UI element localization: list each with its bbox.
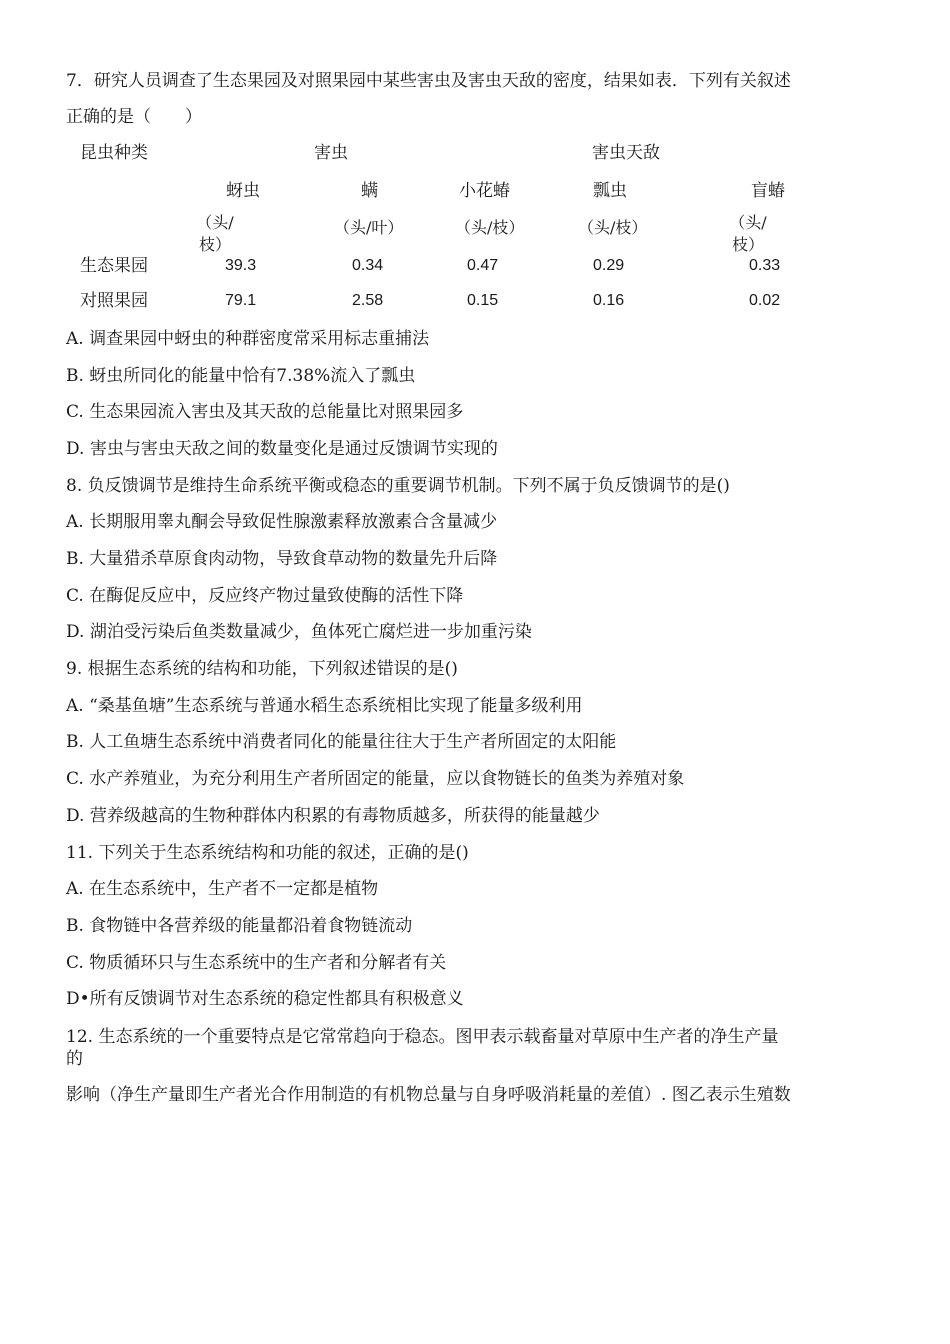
- table-species-mite: 螨: [361, 181, 378, 201]
- q9-option-b: B. 人工鱼塘生态系统中消费者同化的能量往往大于生产者所固定的太阳能: [66, 732, 617, 752]
- q11-option-a: A. 在生态系统中，生产者不一定都是植物: [66, 879, 379, 899]
- q12-stem-line2: 影响（净生产量即生产者光合作用制造的有机物总量与自身呼吸消耗量的差值）. 图乙表示生殖数: [66, 1085, 791, 1105]
- table-species-minute-pirate-bug: 小花蝽: [459, 181, 510, 201]
- q11-option-c: C. 物质循环只与生态系统中的生产者和分解者有关: [66, 953, 447, 973]
- table-cell: 0.33: [749, 257, 781, 274]
- q8-option-b: B. 大量猎杀草原食肉动物，导致食草动物的数量先升后降: [66, 549, 498, 569]
- q8-stem: 8. 负反馈调节是维持生命系统平衡或稳态的重要调节机制。下列不属于负反馈调节的是(): [66, 476, 730, 496]
- table-unit-minute-pirate-bug: （头/枝）: [455, 218, 525, 237]
- q7-option-d: D. 害虫与害虫天敌之间的数量变化是通过反馈调节实现的: [66, 439, 498, 459]
- q7-stem-line1: 7．研究人员调查了生态果园及对照果园中某些害虫及害虫天敌的密度，结果如表．下列有关叙述: [66, 71, 791, 91]
- table-cell: 0.15: [467, 292, 499, 309]
- q12-stem-line1: 12. 生态系统的一个重要特点是它常常趋向于稳态。图甲表示载畜量对草原中生产者的净生产量: [66, 1027, 779, 1047]
- q9-option-c: C. 水产养殖业，为充分利用生产者所固定的能量，应以食物链长的鱼类为养殖对象: [66, 769, 685, 789]
- table-unit-ladybug: （头/枝）: [578, 218, 648, 237]
- table-unit-mite: （头/叶）: [334, 218, 404, 237]
- table-cell: 0.47: [467, 257, 499, 274]
- q7-option-c: C. 生态果园流入害虫及其天敌的总能量比对照果园多: [66, 402, 464, 422]
- q9-option-d: D. 营养级越高的生物种群体内积累的有毒物质越多，所获得的能量越少: [66, 806, 600, 826]
- table-cell: 0.29: [593, 257, 625, 274]
- q8-option-c: C. 在酶促反应中，反应终产物过量致使酶的活性下降: [66, 586, 464, 606]
- table-row-label: 对照果园: [80, 291, 148, 311]
- table-cell: 0.34: [352, 257, 384, 274]
- table-unit-mirid-bug: （头/枝）: [729, 213, 767, 254]
- table-cell: 0.02: [749, 292, 781, 309]
- table-group-pests: 害虫: [314, 143, 348, 163]
- table-cell: 2.58: [352, 292, 384, 309]
- table-row-label: 生态果园: [80, 256, 148, 276]
- table-unit-aphid: （头/枝）: [196, 213, 234, 254]
- table-species-mirid-bug: 盲蝽: [751, 181, 785, 201]
- table-cell: 39.3: [225, 257, 257, 274]
- q7-stem-line2: 正确的是（ ）: [66, 107, 202, 127]
- q11-stem: 11. 下列关于生态系统结构和功能的叙述，正确的是(): [66, 843, 469, 863]
- q12-stem-line1-wrap: 的: [66, 1049, 83, 1069]
- q11-option-b: B. 食物链中各营养级的能量都沿着食物链流动: [66, 916, 413, 936]
- table-header-insect-type: 昆虫种类: [80, 143, 148, 163]
- q8-option-d: D. 湖泊受污染后鱼类数量减少，鱼体死亡腐烂进一步加重污染: [66, 622, 532, 642]
- table-cell: 0.16: [593, 292, 625, 309]
- q7-option-b: B. 蚜虫所同化的能量中恰有7.38%流入了瓢虫: [66, 366, 416, 386]
- q9-option-a: A. “桑基鱼塘”生态系统与普通水稻生态系统相比实现了能量多级利用: [66, 696, 583, 716]
- table-species-aphid: 蚜虫: [226, 181, 260, 201]
- q9-stem: 9. 根据生态系统的结构和功能，下列叙述错误的是(): [66, 659, 458, 679]
- table-species-ladybug: 瓢虫: [593, 181, 627, 201]
- table-group-natural-enemies: 害虫天敌: [592, 143, 660, 163]
- q11-option-d: D•所有反馈调节对生态系统的稳定性都具有积极意义: [66, 989, 464, 1009]
- q8-option-a: A. 长期服用睾丸酮会导致促性腺激素释放激素合含量减少: [66, 512, 498, 532]
- table-cell: 79.1: [225, 292, 257, 309]
- q7-option-a: A. 调查果园中蚜虫的种群密度常采用标志重捕法: [66, 329, 430, 349]
